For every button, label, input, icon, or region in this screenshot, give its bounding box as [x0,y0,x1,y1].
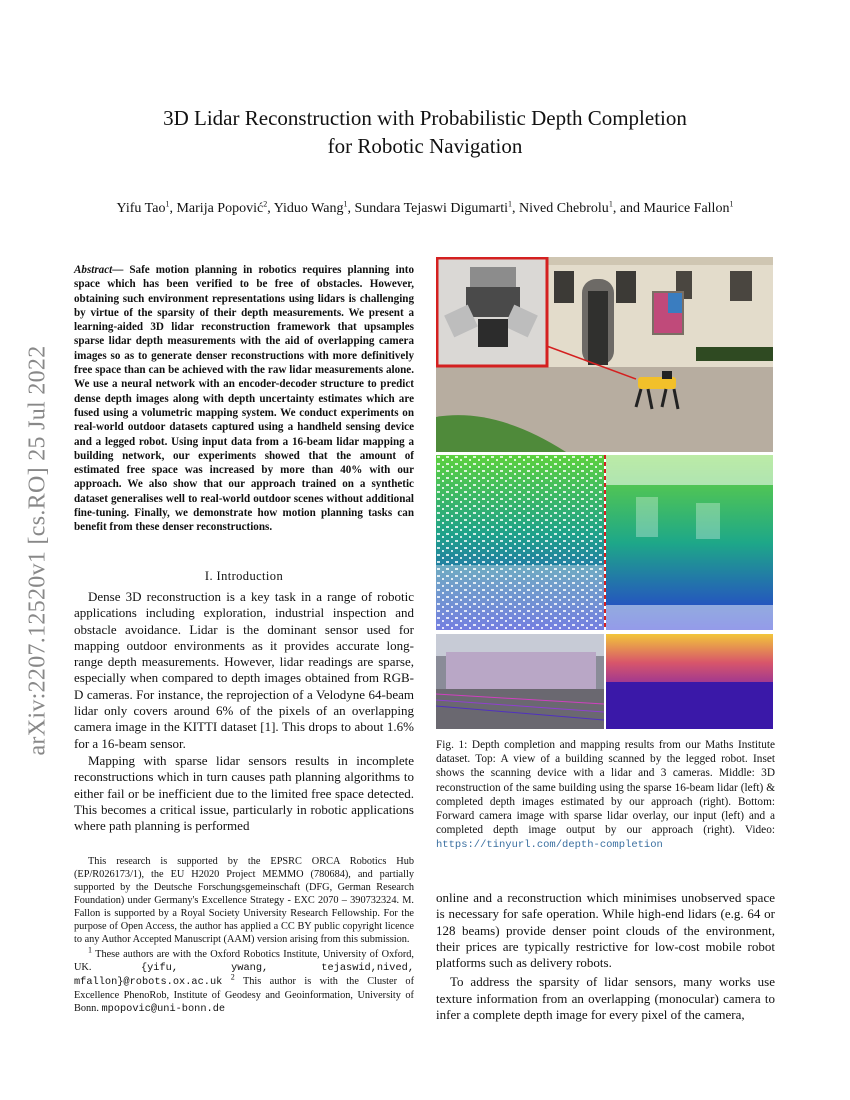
section-heading: I. Introduction [204,569,284,583]
author-list [60,201,790,217]
building-scene-image [436,257,773,452]
author: and Maurice Fallon$^1$ [619,199,734,216]
email-address[interactable]: mpopovic@uni-bonn.de [101,1003,226,1015]
figure-photo-panel [436,257,773,452]
affiliation-footnote: $^1$ These authors are with the Oxford Robotics Institute, University of Oxford, UK. {yifu, ywang, tejaswid,nived, mfallon}@robots.ox.ac.uk $^2$ This author is with the Cluster of Excellence PhenoRob, Institute of Geodesy and Geoinformation, University of Bonn. mpopovic@uni-bonn.de [74,945,415,1015]
email-address[interactable]: {yifu, ywang, tejaswid,nived, mfallon}@robots.ox.ac.uk [74,962,414,988]
footnotes [74,855,414,1016]
paper-title [80,104,770,160]
figure-reconstruction-panel [436,455,773,630]
funding-footnote: This research is supported by the EPSRC ORCA Robotics Hub (EP/R026173/1), the EU H2020 Project MEMMO (780684), and partially supported by the Deutsche Forschungsgemeinschaft (DFG, German Research Foundation) under Germany's Excellence Strategy - EXC 2070 – 390732324. M. Fallon is supported by a Royal Society University Research Fellowship. For the purpose of Open Access, the author has applied a CC BY public copyright licence to any Author Accepted Manuscript (AAM) version arising from this submission. [74,856,414,945]
video-link[interactable]: https://tinyurl.com/depth-completion [436,839,663,852]
intro-paragraph-4: To address the sparsity of lidar sensors, many works use texture information from an overlapping (monocular) camera to infer a complete depth image for every pixel of the camera, [436,974,775,1023]
reconstruction-image [436,455,773,630]
author: Marija Popović$^2$, [176,199,274,216]
abstract-text: — Safe motion planning in robotics requires planning into space which has been verified to be free of obstacles. However, obtaining such environment representations using lidars is challenging by virtue of the sparsity of their depth measurements. We present a learning-aided 3D lidar reconstruction framework that upsamples sparse lidar depth measurements with the aid of overlapping camera images so as to generate denser reconstructions with more definitively free space than can be achieved with the raw lidar measurements alone. We use a neural network with an encoder-decoder structure to predict dense depth images along with depth uncertainty estimates which are fused using a volumetric mapping system. We conduct experiments on real-world outdoor datasets captured using a handheld sensing device and a legged robot. Using input data from a 16-beam lidar mapping a building network, our experiments showed that the amount of estimated free space was increased by more than 40% with our approach. We also show that our approach trained on a synthetic dataset generalises well to real-world outdoor scenes without additional fine-tuning. Finally, we demonstrate how motion planning tasks can benefit from these denser reconstructions. [74,264,414,534]
depth-image [436,634,773,729]
intro-paragraph-1: Dense 3D reconstruction is a key task in a range of robotic applications including exploration, industrial inspection and obstacle avoidance. Lidar is the dominant sensor used for mapping outdoor environments as it provides accurate long-range depth measurements. However, lidar readings are sparse, especially when compared to depth images obtained from RGB-D cameras. For instance, the reprojection of a Velodyne 64-beam lidar only covers around 6% of the pixels of an overlapping camera image in the KITTI dataset [1]. This drops to about 1.6% for a 16-beam sensor. [74,589,414,751]
intro-paragraph-2: Mapping with sparse lidar sensors results in incomplete reconstructions which in turn causes path planning algorithms to either fail or be inefficient due to the limited free space detected. This becomes a critical issue, particularly in robotic applications where path planning is performed [74,752,414,834]
title-line-2: for Robotic Navigation [327,134,523,158]
intro-left-column [74,589,414,834]
abstract [74,263,414,535]
arxiv-sidebar [8,300,68,800]
figure-caption: Fig. 1: Depth completion and mapping results from our Maths Institute dataset. Top: A view of a building scanned by the legged robot. Inset shows the scanning device with a lidar and 3 cameras. Middle: 3D reconstruction of the same building using the sparse 16-beam lidar (left) & completed depth images estimated by our approach (right). Bottom: Forward camera image with sparse lidar overlay, our input (left) and a completed depth image output by our approach (right). Video: https://tinyurl.com/depth-completion [436,739,775,852]
abstract-label: Abstract [74,264,113,276]
figure-depth-panel [436,634,773,729]
intro-right-column [436,890,775,1023]
arxiv-identifier: arXiv:2207.12520v1 [cs.RO] 25 Jul 2022 [24,344,51,756]
author: Yifu Tao$^1$, [116,199,177,216]
author: Nived Chebrolu$^1$, [518,199,620,216]
title-line-1: 3D Lidar Reconstruction with Probabilistic Depth Completion [163,106,687,130]
intro-paragraph-3: online and a reconstruction which minimises unobserved space is necessary for safe operation. While high-end lidars (e.g. 64 or 128 beams) provide denser point clouds of the environment, their prices are typically restrictive for low-cost mobile robot platforms such as delivery robots. [436,890,775,971]
author: Sundara Tejaswi Digumarti$^1$, [354,199,519,216]
author: Yiduo Wang$^1$, [273,199,355,216]
